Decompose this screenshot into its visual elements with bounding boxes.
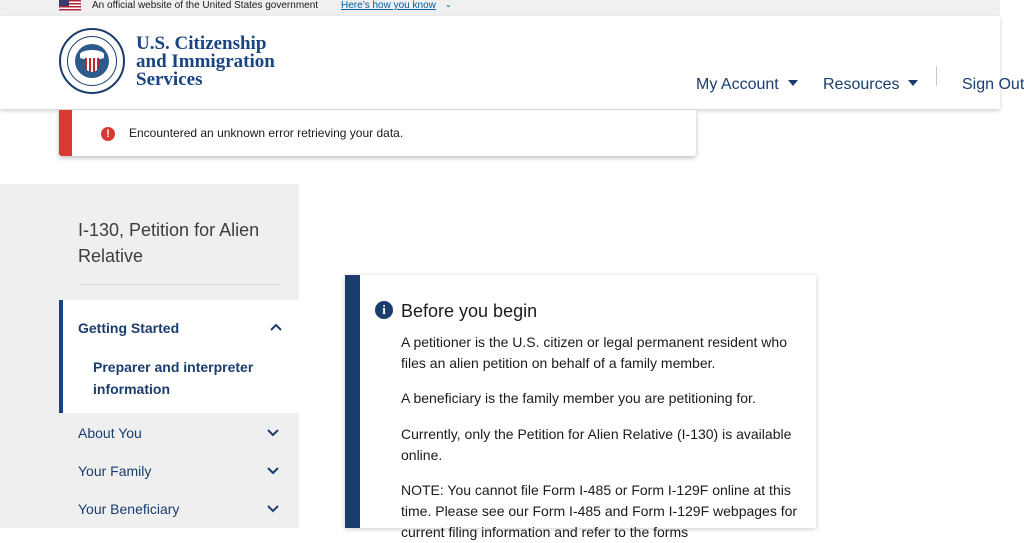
us-flag-icon (59, 0, 81, 11)
chevron-down-icon[interactable] (266, 428, 280, 438)
chevron-down-icon[interactable]: ⌄ (445, 0, 452, 9)
divider (78, 284, 282, 285)
sidebar-section-label[interactable]: Getting Started (78, 320, 180, 336)
card-paragraph: NOTE: You cannot file Form I-485 or Form I-129F online at this time. Please see our Form I-485 and Form I-129F webpages for current filing information and refer to the forms (401, 482, 798, 540)
sidebar-item-label: Your Family (78, 463, 152, 479)
caret-down-icon (788, 80, 798, 86)
error-icon: ! (101, 127, 115, 141)
site-header (0, 16, 1024, 109)
dhs-seal-icon[interactable] (59, 28, 125, 94)
sidebar-item-label: Your Beneficiary (78, 501, 180, 517)
card-paragraph: A beneficiary is the family member you are petitioning for. (401, 390, 756, 406)
error-alert (59, 110, 696, 156)
info-icon: i (375, 301, 393, 319)
error-message: Encountered an unknown error retrieving your data. (129, 126, 404, 140)
sidebar-item-label: About You (78, 425, 142, 441)
official-website-text: An official website of the United States government (92, 0, 319, 11)
chevron-up-icon[interactable] (269, 322, 283, 332)
nav-my-account-label: My Account (696, 76, 779, 93)
nav-divider (936, 66, 937, 86)
chevron-down-icon[interactable] (266, 466, 280, 476)
sidebar-item-your-beneficiary[interactable] (59, 489, 299, 526)
sidebar-sub-item-preparer[interactable]: Preparer and interpreter information (93, 359, 254, 397)
uscis-brand-name[interactable]: U.S. Citizenship and Immigration Services (136, 33, 275, 90)
card-paragraph: A petitioner is the U.S. citizen or legal permanent resident who files an alien petition on behalf of a family member. (401, 334, 787, 371)
sidebar-item-about-you[interactable] (59, 413, 299, 450)
card-title: Before you begin (401, 301, 538, 321)
sidebar-section-getting-started (59, 300, 299, 413)
form-title: I-130, Petition for Alien Relative (78, 220, 260, 266)
nav-resources-label: Resources (823, 76, 900, 93)
card-paragraph: Currently, only the Petition for Alien Relative (I-130) is available online. (401, 426, 792, 463)
chevron-down-icon[interactable] (266, 504, 280, 514)
gov-banner (0, 0, 1000, 16)
nav-my-account[interactable] (696, 76, 798, 94)
before-you-begin-card (345, 275, 816, 540)
caret-down-icon (908, 80, 918, 86)
nav-resources[interactable] (823, 76, 918, 94)
nav-sign-out[interactable]: Sign Out (962, 76, 1024, 93)
sidebar-item-your-family[interactable] (59, 451, 299, 488)
how-you-know-link[interactable]: Here’s how you know (341, 0, 436, 11)
